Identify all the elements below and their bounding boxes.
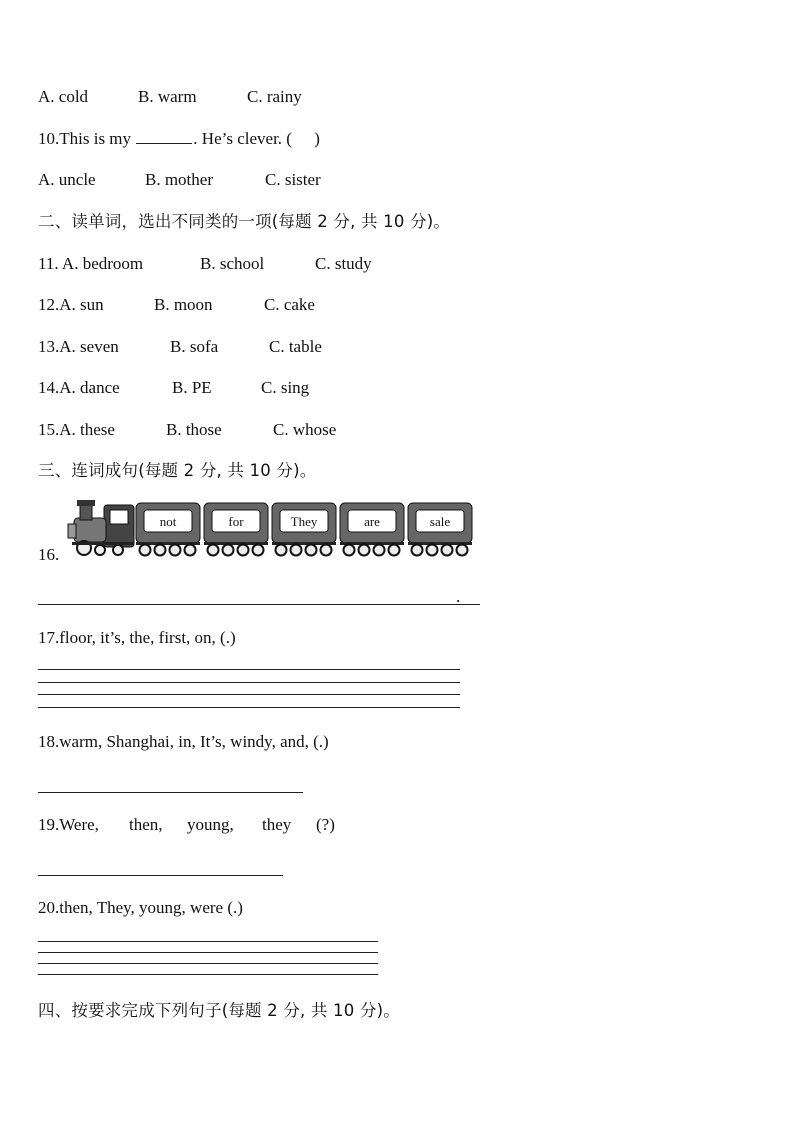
q19-word-1: 19.Were, <box>38 815 99 834</box>
q10-option-a: A. uncle <box>38 170 96 189</box>
wheel-icon <box>412 545 423 556</box>
q16-period: . <box>456 587 461 606</box>
q10-question <box>38 129 320 149</box>
train-car-3 <box>272 503 336 556</box>
wheel-icon <box>276 545 287 556</box>
q10-option-b: B. mother <box>145 170 213 189</box>
train-car-2 <box>204 503 268 556</box>
wheel-icon <box>223 545 234 556</box>
q10-blank[interactable] <box>136 129 192 144</box>
section-3-heading: 三、连词成句(每题 2 分, 共 10 分)。 <box>38 461 317 480</box>
wheel-icon <box>457 545 468 556</box>
train-car-1 <box>136 503 200 556</box>
q12-option-c: C. cake <box>264 295 315 314</box>
wheel-icon <box>344 545 355 556</box>
q9-option-b: B. warm <box>138 87 197 106</box>
section-2-heading: 二、读单词，选出不同类的一项(每题 2 分, 共 10 分)。 <box>38 212 451 231</box>
q19-word-2: then, <box>129 815 163 834</box>
q13-option-a: 13.A. seven <box>38 337 119 356</box>
q20-answer-line-1[interactable] <box>38 941 378 942</box>
q18-answer-line[interactable] <box>38 792 303 793</box>
wheel-icon <box>321 545 332 556</box>
q11-option-b: B. school <box>200 254 265 273</box>
q10-close-paren: ) <box>314 129 320 148</box>
q10-suffix: . He’s clever. ( <box>193 129 292 148</box>
wheel-icon <box>155 545 166 556</box>
train-car-word: not <box>159 514 177 529</box>
q15-option-c: C. whose <box>273 420 337 439</box>
train-car-5 <box>408 503 472 556</box>
wheel-icon <box>442 545 453 556</box>
q20-answer-line-3[interactable] <box>38 963 378 964</box>
train-car-4 <box>340 503 404 556</box>
q19-word-4: they <box>262 815 292 834</box>
wheel-icon <box>306 545 317 556</box>
wheel-icon <box>427 545 438 556</box>
q18-words: 18.warm, Shanghai, in, It’s, windy, and, (.) <box>38 732 329 751</box>
q19-word-5: (?) <box>316 815 335 834</box>
train-car-word: sale <box>429 514 451 529</box>
q17-answer-line-1[interactable] <box>38 669 460 670</box>
wheel-icon <box>185 545 196 556</box>
train-car-word: for <box>228 514 244 529</box>
q15-option-b: B. those <box>166 420 222 439</box>
q14-option-b: B. PE <box>172 378 212 397</box>
locomotive-icon <box>68 500 134 555</box>
q19-word-3: young, <box>187 815 234 834</box>
q17-answer-line-2[interactable] <box>38 682 460 683</box>
wheel-icon <box>291 545 302 556</box>
wheel-icon <box>389 545 400 556</box>
wheel-icon <box>238 545 249 556</box>
wheel-icon <box>359 545 370 556</box>
q15-option-a: 15.A. these <box>38 420 115 439</box>
q11-option-a: 11. A. bedroom <box>38 254 144 273</box>
q19-answer-line[interactable] <box>38 875 283 876</box>
q17-answer-line-4[interactable] <box>38 707 460 708</box>
q12-option-a: 12.A. sun <box>38 295 104 314</box>
q17-words: 17.floor, it’s, the, first, on, (.) <box>38 628 236 647</box>
train-car-word: are <box>364 514 380 529</box>
q11-option-c: C. study <box>315 254 372 273</box>
q17-answer-line-3[interactable] <box>38 694 460 695</box>
wheel-icon <box>374 545 385 556</box>
q16-train-illustration <box>64 498 476 562</box>
wheel-icon <box>140 545 151 556</box>
wheel-icon <box>208 545 219 556</box>
q13-option-c: C. table <box>269 337 322 356</box>
wheel-icon <box>253 545 264 556</box>
q14-option-a: 14.A. dance <box>38 378 120 397</box>
q10-prefix: 10.This is my <box>38 129 132 148</box>
q20-answer-line-2[interactable] <box>38 952 378 953</box>
q13-option-b: B. sofa <box>170 337 219 356</box>
q16-number: 16. <box>38 545 60 564</box>
q9-option-c: C. rainy <box>247 87 302 106</box>
q9-option-a: A. cold <box>38 87 89 106</box>
section-4-heading: 四、按要求完成下列句子(每题 2 分, 共 10 分)。 <box>38 1001 400 1020</box>
train-car-word: They <box>290 514 318 529</box>
q20-words: 20.then, They, young, were (.) <box>38 898 243 917</box>
q14-option-c: C. sing <box>261 378 310 397</box>
q10-option-c: C. sister <box>265 170 321 189</box>
q16-answer-line[interactable] <box>38 604 480 605</box>
q20-answer-line-4[interactable] <box>38 974 378 975</box>
q12-option-b: B. moon <box>154 295 213 314</box>
wheel-icon <box>170 545 181 556</box>
